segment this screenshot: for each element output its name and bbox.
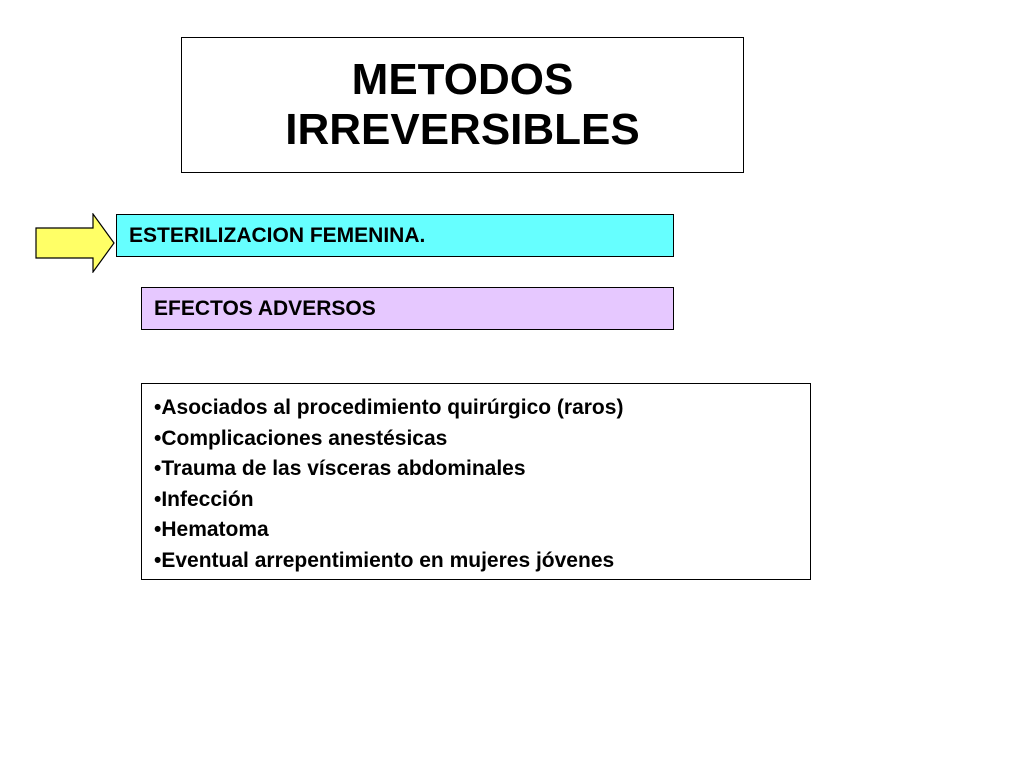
title-box (181, 37, 744, 173)
list-item: •Hematoma (154, 518, 269, 541)
list-item: •Complicaciones anestésicas (154, 426, 448, 450)
title-line-1: METODOS (351, 55, 574, 104)
subtopic-label: EFECTOS ADVERSOS (154, 296, 376, 320)
list-item: •Infección (154, 487, 254, 511)
list-item: •Asociados al procedimiento quirúrgico (raros) (154, 396, 624, 419)
list-item: •Trauma de las vísceras abdominales (154, 457, 526, 480)
adverse-effects-list (154, 393, 810, 576)
arrow-right-icon (35, 213, 115, 273)
adverse-effects-list-box (141, 383, 811, 580)
list-item: •Eventual arrepentimiento en mujeres jóvenes (154, 548, 615, 572)
topic-label: ESTERILIZACION FEMENINA. (129, 223, 426, 247)
subtopic-box (141, 287, 674, 330)
title-line-2: IRREVERSIBLES (285, 105, 640, 154)
topic-box (116, 214, 674, 257)
